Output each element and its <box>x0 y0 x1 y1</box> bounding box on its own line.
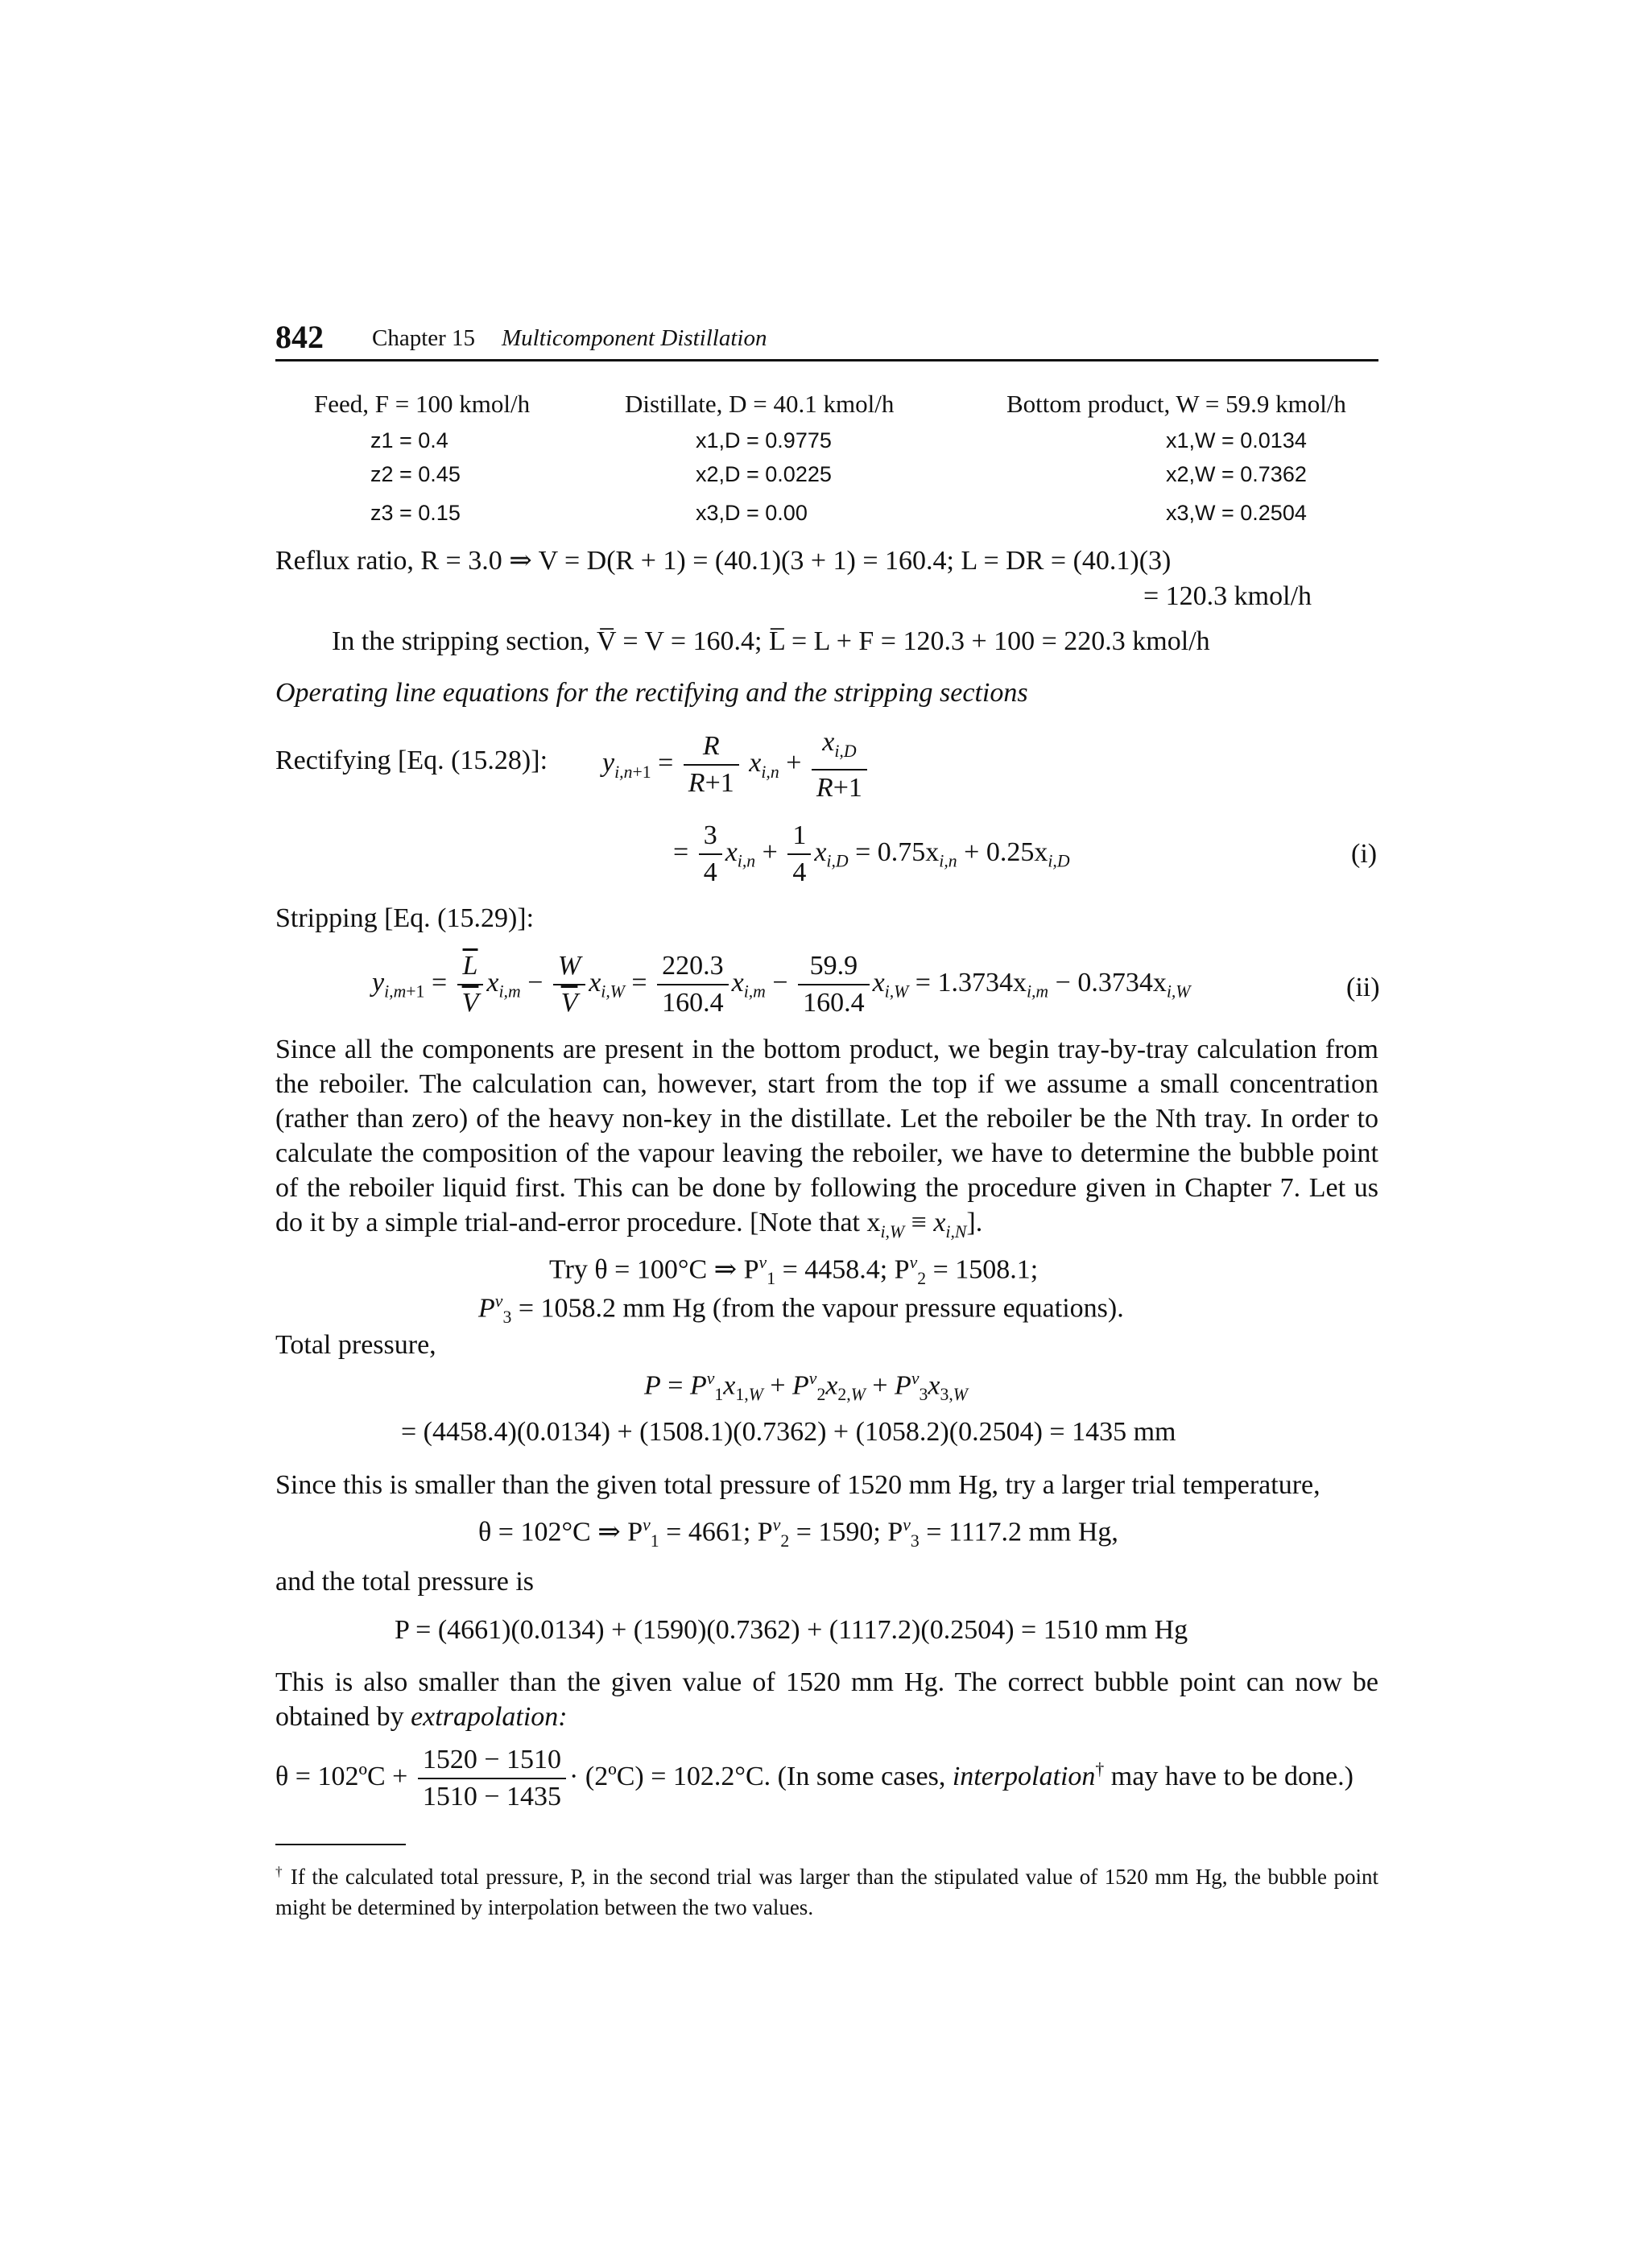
header-rule <box>275 359 1378 361</box>
chapter-label: Chapter 15 <box>372 325 476 351</box>
bottom-x3: x3,W = 0.2504 <box>1166 501 1307 525</box>
stripping-result-2: − 0.3734x <box>1055 967 1167 998</box>
feed-z1: z1 = 0.4 <box>370 428 448 452</box>
strip-den-2: 160.4 <box>803 988 865 1018</box>
stripping-equation: $y_{i,m+1}$ = $\frac{\overline{L}}{V}$ $x_{i,m}$ − $\frac{W}{V}$ $x_{i,W}$ = $\frac{220.3}{160.4}$ $x_{i,m}$ − $\frac{59.9}{160.4}$ $x_{i,W} = 1.3734x_{i,m} - 0.3734x_{i,W}$ <box>372 951 1191 1018</box>
chapter-title: Multicomponent Distillation <box>502 325 767 351</box>
trial-2-a: θ = 102°C ⇒ P <box>478 1517 643 1547</box>
bottom-x2: x2,W = 0.7362 <box>1166 462 1307 486</box>
stripping-label: Stripping [Eq. (15.29)]: <box>275 903 535 933</box>
rectifying-equation: $y_{i,n+1}$ = $\frac{R}{R+1}$ $x_{i,n}$ + $\frac{x_{i,D}}{R+1}$ <box>602 726 870 804</box>
trial-2-b: = 4661; P <box>659 1517 773 1547</box>
extrap-denominator: 1510 − 1435 <box>422 1782 562 1812</box>
trial-2-c: = 1590; P <box>789 1517 903 1547</box>
stripping-result: = 1.3734x <box>915 967 1027 998</box>
extrapolation-equation: θ = 102ºC + $\frac{1520 - 1510}{1510 - 1435}$ · (2ºC) = 102.2°C. (In some cases, interpolation† may have to be done.) <box>275 1745 1354 1812</box>
stripping-section-line: In the stripping section, V̅ = V = 160.4; L̅ = L + F = 120.3 + 100 = 220.3 kmol/h <box>332 626 1210 656</box>
distillate-x1: x1,D = 0.9775 <box>696 428 832 452</box>
distillate-x2: x2,D = 0.0225 <box>696 462 832 486</box>
bottom-x1: x1,W = 0.0134 <box>1166 428 1307 452</box>
section-heading: Operating line equations for the rectifying and the stripping sections <box>275 678 1028 708</box>
trial-2-d: = 1117.2 mm Hg, <box>919 1517 1118 1547</box>
trial-1-line-2-text: = 1058.2 mm Hg (from the vapour pressure equations). <box>511 1293 1124 1324</box>
pressure-formula: $P = P^v_1x_{1,W} + P^v_2x_{2,W} + P^v_3x_{3,W}$ <box>644 1369 968 1405</box>
extrap-suffix: · (2ºC) = 102.2°C. (In some cases, <box>569 1761 953 1791</box>
rectifying-label: Rectifying [Eq. (15.28)]: <box>275 746 548 775</box>
trial-1-b: = 4458.4; P <box>775 1254 910 1285</box>
rectifying-result-2: + 0.25x <box>964 837 1048 867</box>
pressure-calc-2: P = (4661)(0.0134) + (1590)(0.7362) + (1117.2)(0.2504) = 1510 mm Hg <box>395 1615 1188 1645</box>
rectifying-equation-simplified: = $\frac{3}{4}$ $x_{i,n}$ + $\frac{1}{4}$ $x_{i,D} = 0.75x_{i,n} + 0.25x_{i,D}$ <box>673 820 1070 887</box>
paragraph-1: Since all the components are present in the bottom product, we begin tray-by-tray calculation from the reboiler. The calculation can, however, start from the top if we assume a small concentration (rather than zero) of the heavy non-key in the distillate. Let the reboiler be the Nth tray. In order to calculate the composition of the vapour leaving the reboiler, we have to determine the bubble point of the reboiler liquid first. This can be done by following the procedure given in Chapter 7. Let us do it by a simple trial-and-error procedure. [Note that $x_{i,W} \equiv x_{i,N}$]. <box>275 1035 1378 1241</box>
equation-tag-i: (i) <box>1351 839 1378 869</box>
footnote-text: If the calculated total pressure, P, in the second trial was larger than the stipulated value of 1520 mm Hg, the bubble point might be determined by interpolation between the two values. <box>275 1865 1379 1919</box>
extrap-prefix: θ = 102ºC + <box>275 1761 408 1791</box>
pressure-calc-1: = (4458.4)(0.0134) + (1508.1)(0.7362) + (1058.2)(0.2504) = 1435 mm <box>401 1417 1176 1447</box>
trial-2-line: θ = 102°C ⇒ $P^v_1 = 4661$; $P^v_2 = 1590$; $P^v_3 = 1117.2$ mm Hg, <box>478 1515 1118 1551</box>
feed-z2: z2 = 0.45 <box>370 462 461 486</box>
distillate-header: Distillate, D = 40.1 kmol/h <box>625 390 895 418</box>
trial-1-c: = 1508.1; <box>926 1254 1039 1285</box>
feed-z3: z3 = 0.15 <box>370 501 461 525</box>
footnote-rule <box>275 1844 406 1845</box>
paragraph-2: Since this is smaller than the given total pressure of 1520 mm Hg, try a larger trial temperature, <box>275 1470 1320 1500</box>
equation-tag-ii: (ii) <box>1346 973 1380 1002</box>
feed-header: Feed, F = 100 kmol/h <box>314 390 531 418</box>
extrap-tail: may have to be done.) <box>1104 1761 1354 1791</box>
reflux-line-1: Reflux ratio, R = 3.0 ⇒ V = D(R + 1) = (40.1)(3 + 1) = 160.4; L = DR = (40.1)(3) <box>275 546 1172 576</box>
trial-1-line-2: $P^v_3 = 1058.2$ mm Hg (from the vapour pressure equations). <box>478 1291 1124 1328</box>
reflux-line-2: = 120.3 kmol/h <box>1143 581 1312 611</box>
distillate-x3: x3,D = 0.00 <box>696 501 808 525</box>
extrap-interpolation: interpolation <box>952 1761 1096 1791</box>
bottom-header: Bottom product, W = 59.9 kmol/h <box>1006 390 1346 418</box>
trial-1-line-1: Try θ = 100°C ⇒ $P^v_1 = 4458.4$; $P^v_2 = 1508.1$; <box>549 1253 1039 1289</box>
strip-den-1: 160.4 <box>662 988 724 1018</box>
total-pressure-label: Total pressure, <box>275 1330 436 1360</box>
strip-num-1: 220.3 <box>657 950 729 985</box>
paragraph-3 <box>275 1665 1378 1734</box>
extrap-numerator: 1520 − 1510 <box>418 1744 566 1779</box>
trial-1-a: Try θ = 100°C ⇒ P <box>549 1254 759 1285</box>
paragraph-1-text: Since all the components are present in the bottom product, we begin tray-by-tray calculation from the reboiler. The calculation can, however, start from the top if we assume a small concentration (rather than zero) of the heavy non-key in the distillate. Let the reboiler be the Nth tray. In order to calculate the composition of the vapour leaving the reboiler, we have to determine the bubble point of the reboiler liquid first. This can be done by following the procedure given in Chapter 7. Let us do it by a simple trial-and-error procedure. [Note that x <box>275 1035 1378 1237</box>
footnote: † If the calculated total pressure, P, in the second trial was larger than the stipulated value of 1520 mm Hg, the bubble point might be determined by interpolation between the two values. <box>275 1864 1379 1919</box>
paragraph-3-italic: extrapolation: <box>411 1702 568 1732</box>
and-total-pressure: and the total pressure is <box>275 1567 535 1597</box>
rectifying-result: = 0.75x <box>855 837 940 867</box>
page-number: 842 <box>275 319 324 355</box>
paragraph-3-text: This is also smaller than the given value of 1520 mm Hg. The correct bubble point can now be obtained by <box>275 1667 1378 1732</box>
strip-num-2: 59.9 <box>798 950 870 985</box>
